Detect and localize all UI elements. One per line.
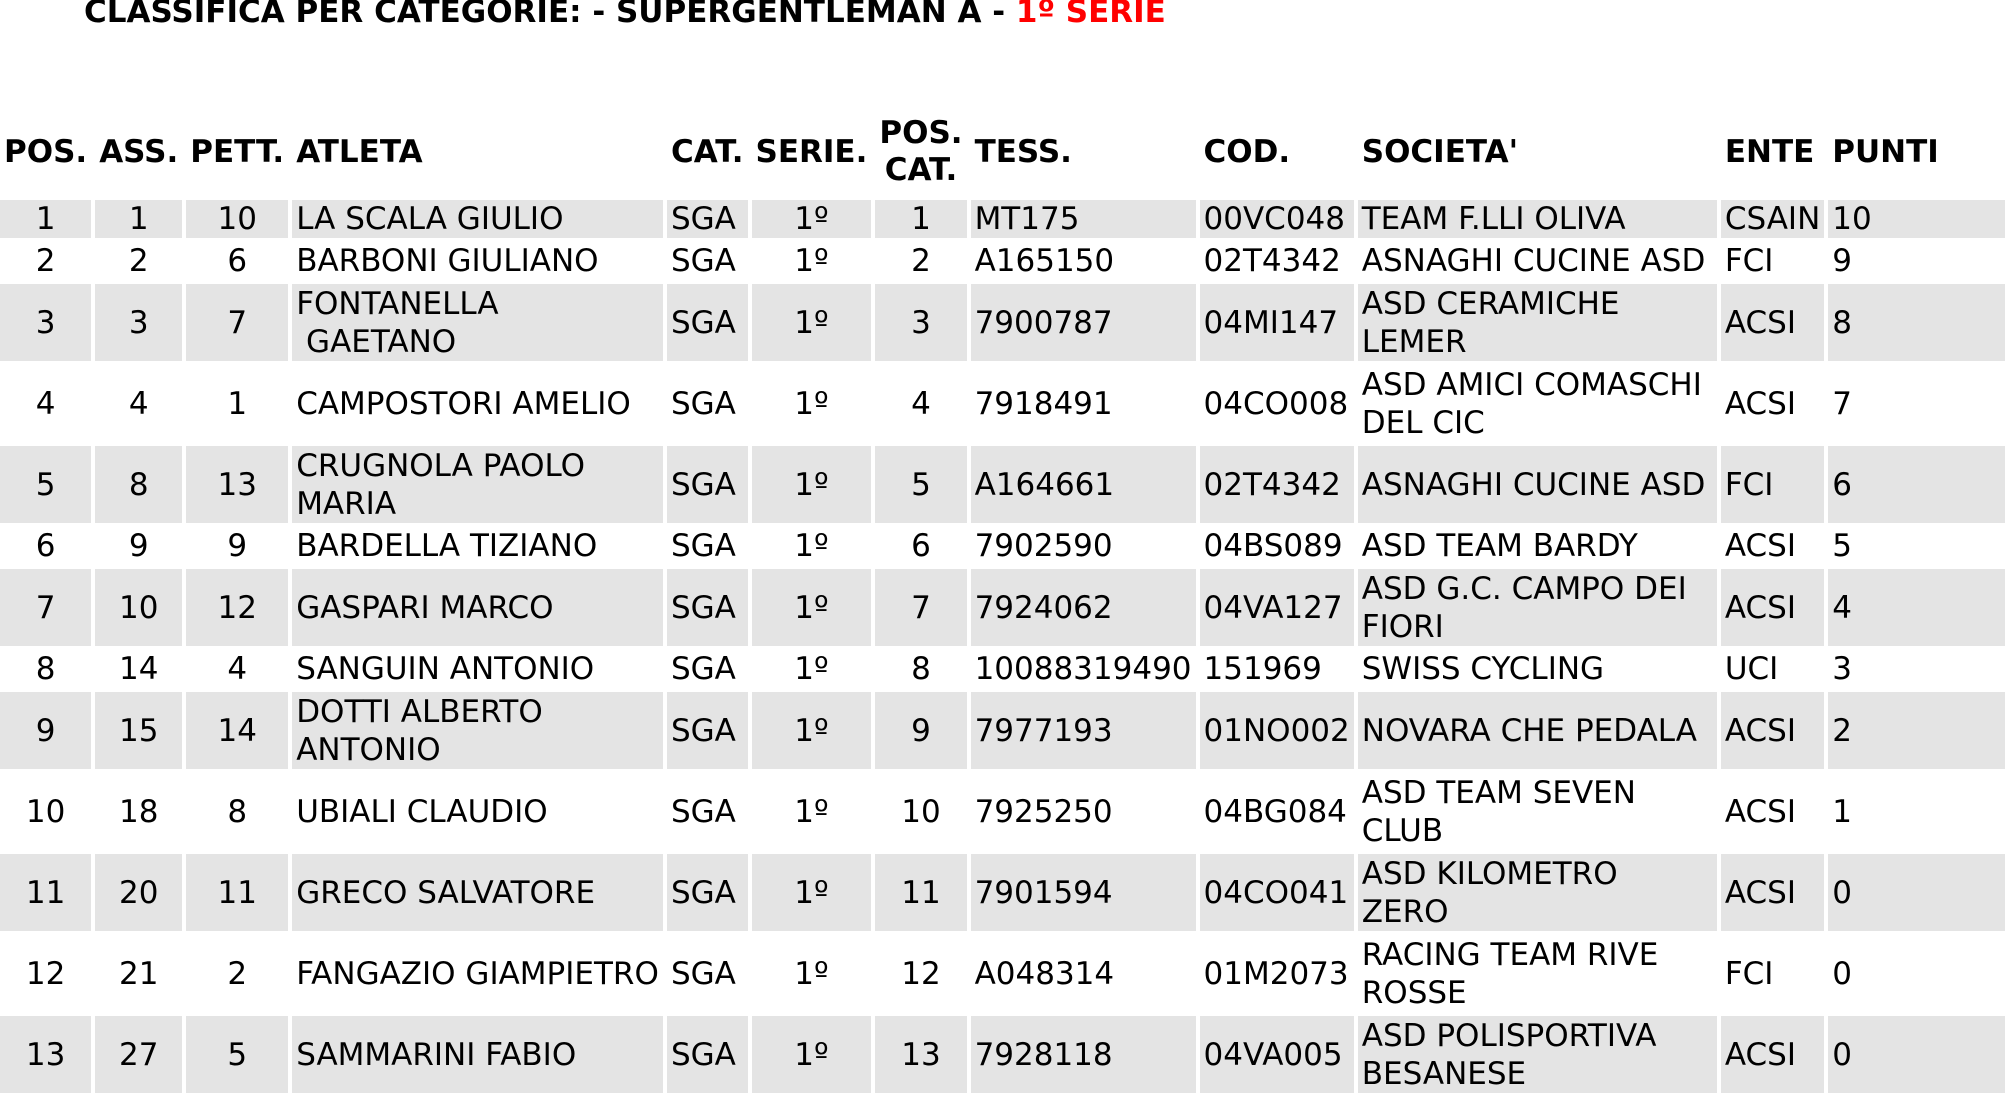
cell-tess: A165150 <box>974 243 1115 279</box>
cell-tess: 7928118 <box>971 1016 1196 1093</box>
cell-cat: SGA <box>667 200 748 238</box>
cell-tess: A164661 <box>971 446 1196 523</box>
cell-pos-cat: 8 <box>911 651 931 687</box>
cell-punti: 7 <box>1832 385 1852 422</box>
table-row <box>0 242 2005 280</box>
cell-pett: 4 <box>227 651 248 687</box>
cell-cat: SGA <box>667 692 748 769</box>
cell-pos-cat: 3 <box>875 284 966 361</box>
cell-atleta: DOTTI ALBERTO ANTONIO <box>292 692 663 769</box>
cell-atleta: BARBONI GIULIANO <box>296 243 599 279</box>
cell-societa: ASD TEAM BARDY <box>1361 528 1638 564</box>
cell-ente: ACSI <box>1724 793 1796 830</box>
cell-cat: SGA <box>667 854 748 931</box>
header-pos: POS. <box>4 134 88 170</box>
cell-cod: 04BS089 <box>1203 528 1343 564</box>
cell-societa: ASD TEAM SEVEN CLUB <box>1361 774 1636 849</box>
cell-pos: 7 <box>0 569 91 646</box>
cell-societa: TEAM F.LLI OLIVA <box>1358 200 1717 238</box>
cell-societa: SWISS CYCLING <box>1361 651 1605 687</box>
cell-punti: 3 <box>1832 651 1852 687</box>
cell-pos: 11 <box>0 854 91 931</box>
cell-pos: 12 <box>25 955 66 992</box>
cell-cat: SGA <box>670 955 736 992</box>
cell-ass: 18 <box>118 793 159 830</box>
header-societa: SOCIETA' <box>1361 134 1519 170</box>
cell-societa: ASD G.C. CAMPO DEI FIORI <box>1358 569 1717 646</box>
cell-cat: SGA <box>667 1016 748 1093</box>
cell-ente: ACSI <box>1721 569 1824 646</box>
table-header-row <box>0 112 2005 196</box>
cell-pett: 10 <box>186 200 288 238</box>
cell-ente: FCI <box>1721 446 1824 523</box>
header-serie: SERIE. <box>755 134 868 170</box>
cell-societa: ASD POLISPORTIVA BESANESE <box>1358 1016 1717 1093</box>
cell-tess: MT175 <box>971 200 1196 238</box>
cell-serie: 1º <box>794 528 829 564</box>
cell-serie: 1º <box>794 385 829 422</box>
cell-atleta: GASPARI MARCO <box>292 569 663 646</box>
cell-punti: 2 <box>1828 692 2005 769</box>
cell-tess: 7901594 <box>971 854 1196 931</box>
cell-cod: 01M2073 <box>1203 955 1349 992</box>
cell-cod: 04CO041 <box>1200 854 1354 931</box>
cell-cod: 04MI147 <box>1200 284 1354 361</box>
cell-pos: 5 <box>0 446 91 523</box>
cell-serie: 1º <box>794 651 829 687</box>
cell-tess: 7977193 <box>971 692 1196 769</box>
cell-pos: 1 <box>0 200 91 238</box>
header-pos-cat-line2: CAT. <box>884 152 958 188</box>
cell-ente: ACSI <box>1721 854 1824 931</box>
cell-serie: 1º <box>794 955 829 992</box>
cell-tess: A048314 <box>974 955 1115 992</box>
cell-atleta: UBIALI CLAUDIO <box>296 793 548 830</box>
cell-tess: 7924062 <box>971 569 1196 646</box>
cell-societa: ASD KILOMETRO ZERO <box>1358 854 1717 931</box>
cell-pos: 8 <box>35 651 56 687</box>
cell-pett: 13 <box>186 446 288 523</box>
table-body <box>0 200 2005 1093</box>
cell-ente: ACSI <box>1721 284 1824 361</box>
cell-pos: 6 <box>35 528 56 564</box>
header-cod: COD. <box>1203 134 1291 170</box>
header-ass: ASS. <box>99 134 179 170</box>
cell-cod: 02T4342 <box>1200 446 1354 523</box>
cell-atleta: SANGUIN ANTONIO <box>296 651 595 687</box>
cell-punti: 1 <box>1832 793 1852 830</box>
cell-pett: 9 <box>227 528 248 564</box>
cell-cat: SGA <box>667 446 748 523</box>
cell-ente: ACSI <box>1724 528 1796 564</box>
cell-pos: 10 <box>25 793 66 830</box>
cell-ass: 15 <box>95 692 182 769</box>
cell-serie: 1º <box>752 446 872 523</box>
cell-pett: 6 <box>227 243 248 279</box>
cell-pos-cat: 10 <box>901 793 941 830</box>
cell-pos-cat: 5 <box>875 446 966 523</box>
cell-punti: 0 <box>1828 854 2005 931</box>
table-row <box>0 692 2005 769</box>
cell-serie: 1º <box>794 793 829 830</box>
cell-pos: 2 <box>35 243 56 279</box>
cell-ass: 27 <box>95 1016 182 1093</box>
cell-pos-cat: 9 <box>875 692 966 769</box>
cell-cat: SGA <box>670 651 736 687</box>
cell-serie: 1º <box>794 243 829 279</box>
cell-pos-cat: 11 <box>875 854 966 931</box>
cell-pos-cat: 7 <box>875 569 966 646</box>
cell-serie: 1º <box>752 284 872 361</box>
table-row <box>0 527 2005 565</box>
table-row <box>0 284 2005 361</box>
cell-societa: ASD CERAMICHE LEMER <box>1358 284 1717 361</box>
cell-cat: SGA <box>667 284 748 361</box>
cell-cod: 04VA005 <box>1200 1016 1354 1093</box>
header-pos-cat <box>875 112 966 196</box>
cell-tess: 7918491 <box>974 385 1113 422</box>
cell-cod: 151969 <box>1203 651 1322 687</box>
cell-societa: NOVARA CHE PEDALA <box>1358 692 1717 769</box>
cell-ente: ACSI <box>1721 1016 1824 1093</box>
header-atleta: ATLETA <box>296 134 423 170</box>
cell-atleta: CAMPOSTORI AMELIO <box>296 385 631 422</box>
cell-pett: 14 <box>186 692 288 769</box>
cell-punti: 8 <box>1828 284 2005 361</box>
cell-tess: 7900787 <box>971 284 1196 361</box>
cell-tess: 7902590 <box>974 528 1113 564</box>
cell-punti: 6 <box>1828 446 2005 523</box>
cell-tess: 7925250 <box>974 793 1113 830</box>
cell-pett: 8 <box>227 793 248 830</box>
cell-cod: 04CO008 <box>1203 385 1349 422</box>
table-row <box>0 935 2005 1012</box>
cell-pos: 4 <box>35 385 56 422</box>
cell-punti: 9 <box>1832 243 1852 279</box>
cell-ass: 20 <box>95 854 182 931</box>
cell-ass: 8 <box>95 446 182 523</box>
table-row <box>0 773 2005 850</box>
table-row <box>0 854 2005 931</box>
cell-pos-cat: 12 <box>901 955 941 992</box>
table-row <box>0 650 2005 688</box>
title-serie-highlight: 1º SERIE <box>1015 0 1166 30</box>
table-row <box>0 1016 2005 1093</box>
cell-pett: 2 <box>227 955 248 992</box>
header-pett: PETT. <box>190 134 285 170</box>
header-ente: ENTE <box>1724 134 1815 170</box>
cell-ente: CSAIN <box>1721 200 1824 238</box>
cell-ass: 14 <box>118 651 159 687</box>
standings-table <box>0 108 2009 1097</box>
cell-pett: 12 <box>186 569 288 646</box>
cell-punti: 0 <box>1832 955 1852 992</box>
cell-ente: FCI <box>1724 243 1774 279</box>
cell-ass: 10 <box>95 569 182 646</box>
cell-atleta: LA SCALA GIULIO <box>292 200 663 238</box>
cell-cat: SGA <box>667 569 748 646</box>
page-title <box>84 0 1166 32</box>
cell-pos-cat: 1 <box>875 200 966 238</box>
cell-pos-cat: 13 <box>875 1016 966 1093</box>
cell-punti: 10 <box>1828 200 2005 238</box>
cell-pett: 11 <box>186 854 288 931</box>
cell-pos: 13 <box>0 1016 91 1093</box>
cell-cat: SGA <box>670 793 736 830</box>
title-prefix: CLASSIFICA PER CATEGORIE: - SUPERGENTLEMAN A - <box>84 0 1016 30</box>
cell-cod: 00VC048 <box>1200 200 1354 238</box>
cell-cod: 04BG084 <box>1203 793 1347 830</box>
cell-serie: 1º <box>752 200 872 238</box>
cell-ente: ACSI <box>1721 692 1824 769</box>
cell-ass: 2 <box>128 243 149 279</box>
cell-tess: 10088319490 <box>974 651 1192 687</box>
cell-punti: 4 <box>1828 569 2005 646</box>
cell-ass: 1 <box>95 200 182 238</box>
cell-cat: SGA <box>670 385 736 422</box>
cell-societa: ASNAGHI CUCINE ASD <box>1361 243 1706 279</box>
cell-serie: 1º <box>752 854 872 931</box>
cell-punti: 0 <box>1828 1016 2005 1093</box>
cell-pett: 5 <box>186 1016 288 1093</box>
cell-cod: 01NO002 <box>1200 692 1354 769</box>
header-cat: CAT. <box>670 134 744 170</box>
cell-atleta: FANGAZIO GIAMPIETRO <box>296 955 659 992</box>
cell-serie: 1º <box>752 1016 872 1093</box>
cell-atleta: FONTANELLA GAETANO <box>292 284 663 361</box>
cell-societa: ASNAGHI CUCINE ASD <box>1358 446 1717 523</box>
header-tess: TESS. <box>974 134 1072 170</box>
table-row <box>0 446 2005 523</box>
cell-ente: FCI <box>1724 955 1774 992</box>
cell-pett: 1 <box>227 385 248 422</box>
cell-cat: SGA <box>670 528 736 564</box>
header-pos-cat-line1: POS. <box>879 115 963 151</box>
cell-societa: RACING TEAM RIVE ROSSE <box>1361 936 1659 1011</box>
cell-ass: 9 <box>128 528 149 564</box>
cell-cat: SGA <box>670 243 736 279</box>
cell-ente: ACSI <box>1724 385 1796 422</box>
cell-pos: 9 <box>0 692 91 769</box>
cell-societa: ASD AMICI COMASCHI DEL CIC <box>1361 366 1702 441</box>
cell-atleta: CRUGNOLA PAOLO MARIA <box>292 446 663 523</box>
cell-punti: 5 <box>1832 528 1852 564</box>
cell-pos-cat: 6 <box>911 528 931 564</box>
header-punti: PUNTI <box>1832 134 1939 170</box>
cell-serie: 1º <box>752 692 872 769</box>
cell-pett: 7 <box>186 284 288 361</box>
cell-ente: UCI <box>1724 651 1779 687</box>
cell-atleta: SAMMARINI FABIO <box>292 1016 663 1093</box>
cell-cod: 02T4342 <box>1203 243 1341 279</box>
cell-ass: 21 <box>118 955 159 992</box>
table-row <box>0 365 2005 442</box>
cell-atleta: BARDELLA TIZIANO <box>296 528 598 564</box>
cell-pos: 3 <box>0 284 91 361</box>
table-row <box>0 200 2005 238</box>
cell-serie: 1º <box>752 569 872 646</box>
cell-atleta: GRECO SALVATORE <box>292 854 663 931</box>
cell-ass: 4 <box>128 385 149 422</box>
table-row <box>0 569 2005 646</box>
cell-pos-cat: 2 <box>911 243 931 279</box>
cell-pos-cat: 4 <box>911 385 931 422</box>
cell-ass: 3 <box>95 284 182 361</box>
cell-cod: 04VA127 <box>1200 569 1354 646</box>
